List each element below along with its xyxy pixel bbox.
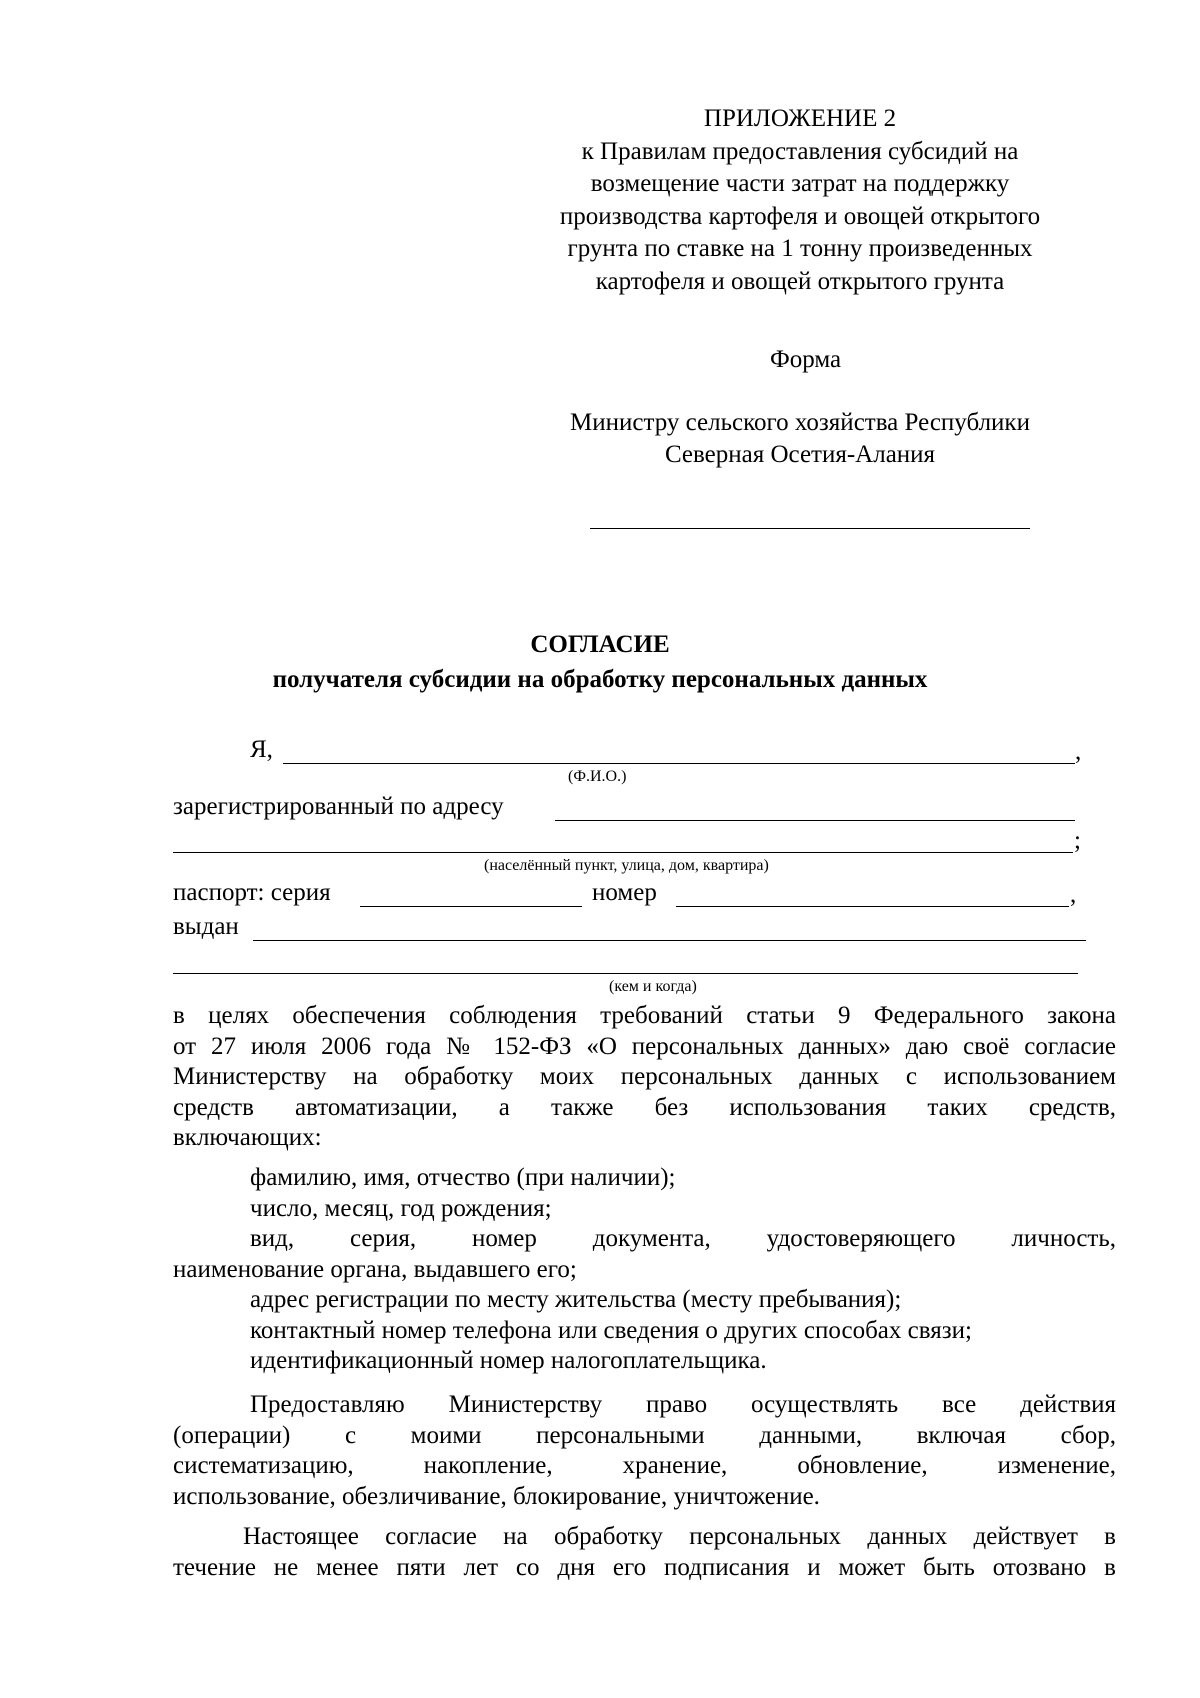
appendix-line: картофеля и овощей открытого грунта [595,267,1005,295]
fio-caption: (Ф.И.О.) [568,768,627,785]
document-subtitle: получателя субсидии на обработку персональных данных [272,666,928,693]
fio-comma: , [1075,738,1082,765]
text-line: включающих: [173,1124,322,1151]
list-item: идентификационный номер налогоплательщика. [250,1347,767,1374]
list-item: фамилию, имя, отчество (при наличии); [250,1164,676,1191]
passport-series-field[interactable] [360,906,582,907]
appendix-line: грунта по ставке на 1 тонну произведенных [567,235,1033,262]
passport-comma: , [1070,881,1077,908]
issued-caption: (кем и когда) [609,978,697,995]
addressee-line-1: Министру сельского хозяйства Республики [570,409,1030,436]
addressee [535,407,1065,471]
text-line: Министерству на обработку моих персональных данных с использованием [173,1063,1116,1090]
appendix-line: возмещение части затрат на поддержку [590,170,1010,197]
list-item-continuation: наименование органа, выдавшего его; [173,1255,577,1283]
address-semicolon: ; [1074,827,1081,854]
appendix-header [535,103,1065,298]
issued-field[interactable] [253,940,1086,941]
issued-field-line-2[interactable] [173,973,1078,974]
addressee-name-field[interactable] [590,528,1030,529]
list-item: вид, серия, номер документа, удостоверяющего личность, [250,1225,1116,1252]
document-title: СОГЛАСИЕ [530,631,670,658]
text-line: в целях обеспечения соблюдения требований статьи 9 Федерального закона [173,1002,1116,1029]
passport-number-field[interactable] [676,906,1069,907]
text-line: Настоящее согласие на обработку персональных данных действует в [243,1523,1116,1550]
form-label: Форма [770,346,842,373]
text-line: систематизацию, накопление, хранение, обновление, изменение, [173,1452,1116,1479]
list-item: контактный номер телефона или сведения о других способах связи; [250,1316,972,1344]
address-label: зарегистрированный по адресу [173,793,504,820]
address-field-line-2[interactable] [173,852,1073,853]
appendix-title: ПРИЛОЖЕНИЕ 2 [703,105,897,132]
text-line: от 27 июля 2006 года № 152-ФЗ «О персональных данных» даю своё согласие [173,1032,1116,1060]
text-line: средств автоматизации, а также без использования таких средств, [173,1093,1116,1121]
address-caption: (населённый пункт, улица, дом, квартира) [484,857,769,874]
address-field[interactable] [555,820,1075,821]
text-line: Предоставляю Министерству право осуществлять все действия [250,1391,1116,1418]
list-item: адрес регистрации по месту жительства (месту пребывания); [250,1286,902,1313]
passport-series-label: паспорт: серия [173,879,331,906]
list-item: число, месяц, год рождения; [250,1194,552,1222]
rights-paragraph [173,1390,1116,1512]
data-items-list [173,1163,1116,1377]
fio-field[interactable] [283,763,1075,764]
text-line: течение не менее пяти лет со дня его подписания и может быть отозвано в [173,1553,1116,1581]
text-line: (операции) с моими персональными данными, включая сбор, [173,1421,1116,1449]
appendix-line: к Правилам предоставления субсидий на [581,137,1019,165]
intro-paragraph [173,1001,1116,1154]
validity-paragraph [173,1522,1116,1583]
text-line: использование, обезличивание, блокирование, уничтожение. [173,1482,820,1510]
passport-number-label: номер [592,879,657,906]
issued-label: выдан [173,913,239,940]
addressee-line-2: Северная Осетия-Алания [664,441,936,468]
appendix-line: производства картофеля и овощей открытого [559,202,1041,230]
i-label: Я, [250,736,273,763]
